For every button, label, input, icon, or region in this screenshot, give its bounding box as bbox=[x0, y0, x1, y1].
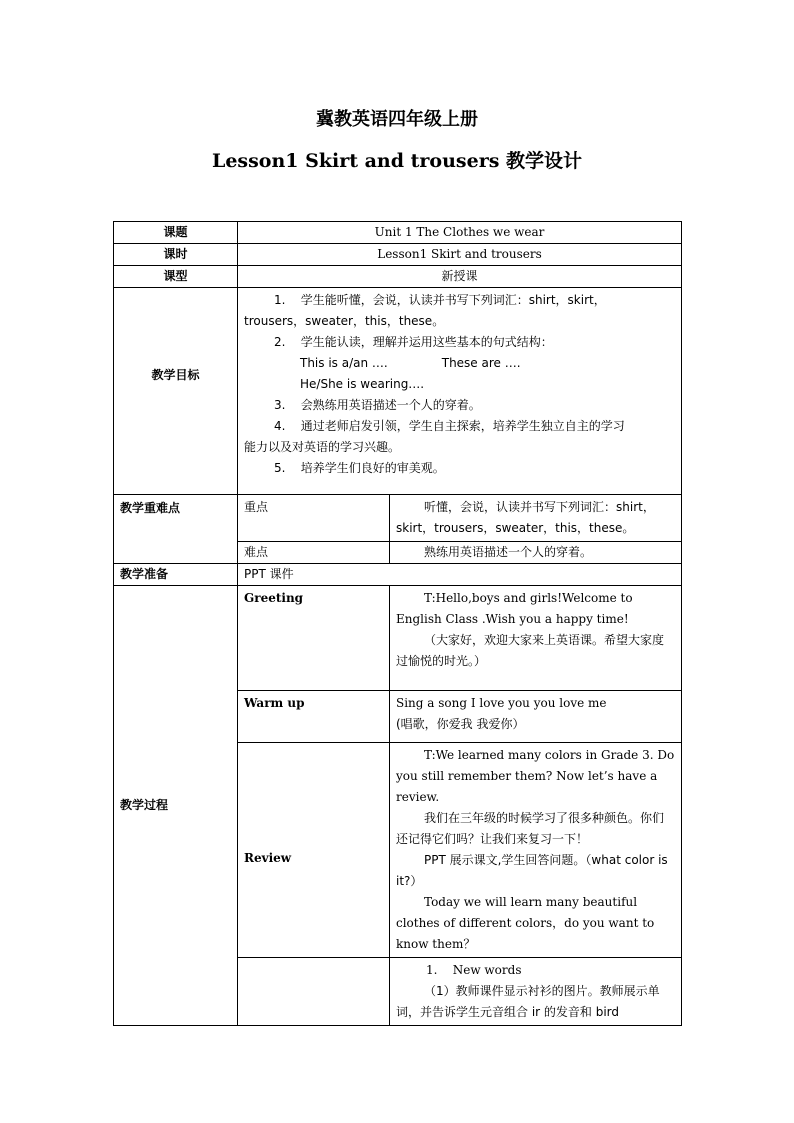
key-label: 重点 bbox=[238, 495, 390, 542]
greeting-en: T:Hello,boys and girls!Welcome to English Class .Wish you a happy time! bbox=[396, 591, 633, 626]
key-text: 听懂，会说，认读并书写下列词汇：shirt，skirt，trousers，sweater，this，these。 bbox=[390, 495, 682, 542]
table-row bbox=[114, 564, 682, 586]
new-words-paragraph-1: （1）教师课件显示衬衫的图片。教师展示单词，并告诉学生元音组合 ir 的发音和 bird bbox=[396, 984, 660, 1019]
new-words-label-cell bbox=[238, 958, 390, 1026]
new-words-content bbox=[390, 958, 682, 1026]
type-value: 新授课 bbox=[238, 266, 682, 288]
greeting-content bbox=[390, 586, 682, 691]
focus-label: 教学重难点 bbox=[114, 495, 238, 564]
warmup-content bbox=[390, 691, 682, 743]
table-row bbox=[114, 586, 682, 691]
review-paragraph-3-text: PPT 展示课文,学生回答问题。（what color is it?） bbox=[396, 853, 668, 888]
prep-value: PPT 课件 bbox=[238, 564, 682, 586]
goal-4-num: 4. bbox=[274, 419, 286, 433]
goal-2 bbox=[244, 332, 675, 353]
goal-3 bbox=[244, 395, 675, 416]
review-content bbox=[390, 743, 682, 958]
goals-content bbox=[238, 288, 682, 495]
topic-label: 课题 bbox=[114, 222, 238, 244]
goal-1-text: 学生能听懂，会说，认读并书写下列词汇：shirt，skirt， bbox=[300, 293, 606, 307]
new-words-heading bbox=[396, 960, 675, 981]
goal-3-num: 3. bbox=[274, 398, 286, 412]
goals-label bbox=[114, 288, 238, 495]
table-row bbox=[114, 495, 682, 542]
review-paragraph-2: 我们在三年级的时候学习了很多种颜色。你们还记得它们吗？让我们来复习一下！ bbox=[396, 811, 665, 846]
goal-5-text: 培养学生们良好的审美观。 bbox=[300, 461, 445, 475]
topic-value: Unit 1 The Clothes we wear bbox=[238, 222, 682, 244]
table-row bbox=[114, 266, 682, 288]
lesson-plan-table bbox=[113, 221, 682, 1026]
review-label bbox=[238, 743, 390, 958]
goal-4 bbox=[244, 416, 675, 437]
goal-1 bbox=[244, 290, 675, 311]
greeting-cn: （大家好，欢迎大家来上英语课。希望大家度过愉悦的时光。） bbox=[396, 633, 665, 668]
table-row bbox=[114, 222, 682, 244]
goal-1-continued: trousers，sweater，this，these。 bbox=[244, 314, 445, 328]
table-row bbox=[114, 288, 682, 495]
review-label-text: Review bbox=[244, 850, 292, 865]
goal-4-continued: 能力以及对英语的学习兴趣。 bbox=[244, 440, 401, 454]
goal-2-text: 学生能认读，理解并运用这些基本的句式结构： bbox=[300, 335, 553, 349]
new-words-num: 1. bbox=[426, 963, 438, 977]
difficult-label: 难点 bbox=[238, 542, 390, 564]
review-paragraph-3 bbox=[396, 850, 675, 892]
goal-1-num: 1. bbox=[274, 293, 286, 307]
goal-4-text: 通过老师启发引领，学生自主探索，培养学生独立自主的学习 bbox=[300, 419, 625, 433]
goal-5-num: 5. bbox=[274, 461, 286, 475]
goal-2-sentence-3: He/She is wearing…. bbox=[300, 377, 425, 391]
goals-label-text: 教学目标 bbox=[151, 368, 200, 382]
warmup-label: Warm up bbox=[238, 691, 390, 743]
goal-2-sentence-2: These are …. bbox=[441, 356, 521, 370]
warmup-en: Sing a song I love you you love me bbox=[396, 696, 607, 710]
new-words-title: New words bbox=[452, 963, 522, 977]
type-label: 课型 bbox=[114, 266, 238, 288]
greeting-label: Greeting bbox=[238, 586, 390, 691]
warmup-cn: (唱歌，你爱我 我爱你） bbox=[396, 717, 525, 731]
review-paragraph-4: Today we will learn many beautiful clothes of different colors，do you want to know them？ bbox=[396, 895, 655, 951]
lesson-label: 课时 bbox=[114, 244, 238, 266]
review-paragraph-1: T:We learned many colors in Grade 3. Do you still remember them? Now let’s have a review. bbox=[396, 748, 675, 804]
lesson-value: Lesson1 Skirt and trousers bbox=[238, 244, 682, 266]
document-title: 冀教英语四年级上册 bbox=[316, 109, 478, 130]
goal-2-sentence-1: This is a/an …. bbox=[300, 356, 388, 370]
goal-5 bbox=[244, 458, 675, 479]
difficult-text: 熟练用英语描述一个人的穿着。 bbox=[390, 542, 682, 564]
prep-label: 教学准备 bbox=[114, 564, 238, 586]
goal-2-sentences bbox=[244, 353, 675, 374]
document-subtitle: Lesson1 Skirt and trousers 教学设计 bbox=[211, 150, 583, 172]
process-label: 教学过程 bbox=[114, 586, 238, 1026]
goal-2-num: 2. bbox=[274, 335, 286, 349]
goal-3-text: 会熟练用英语描述一个人的穿着。 bbox=[300, 398, 481, 412]
table-row bbox=[114, 244, 682, 266]
